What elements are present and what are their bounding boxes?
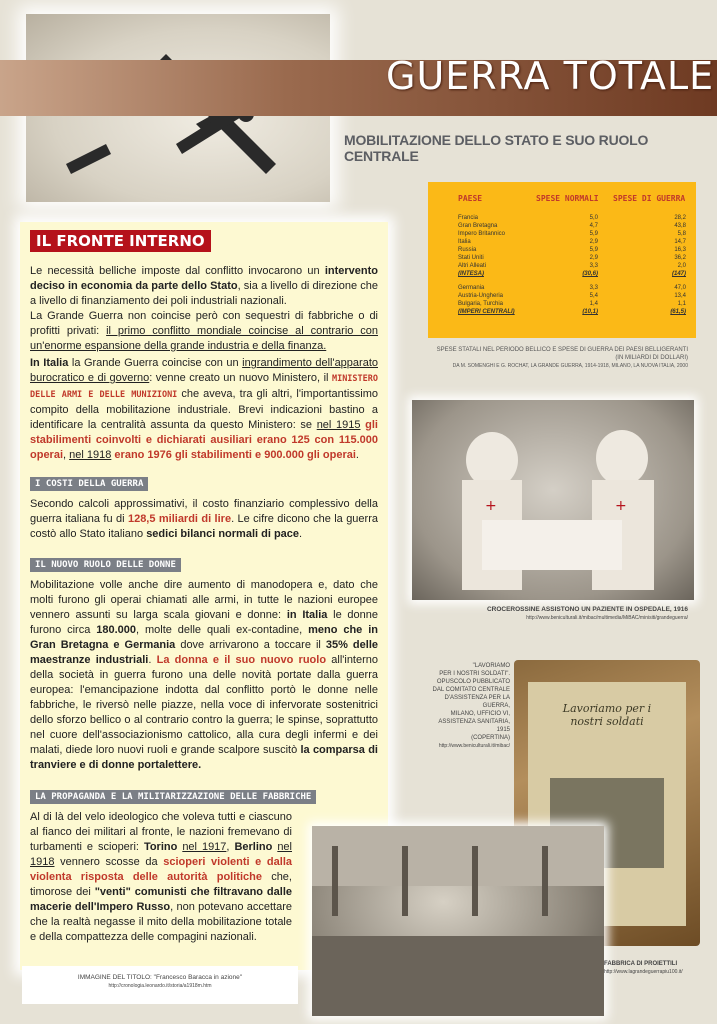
table-cell: (61,5) — [670, 309, 686, 315]
table-cell: 1,1 — [677, 301, 686, 307]
photo2-caption-line: MILANO, UFFICIO VI, — [450, 711, 510, 717]
title-image-credit — [22, 966, 298, 1004]
svg-text:+: + — [615, 498, 627, 514]
table-caption-line: SPESE STATALI NEL PERIODO BELLICO E SPESE DI GUERRA DEI PAESI BELLIGERANTI — [436, 347, 688, 353]
table-row — [458, 262, 690, 270]
table-cell: 4,7 — [589, 223, 598, 229]
table-cell: Impero Britannico — [458, 231, 506, 237]
table-cell: Austria-Ungheria — [458, 293, 504, 299]
photo2-caption-line: OPUSCOLO PUBBLICATO — [436, 679, 510, 685]
photo2-caption-line: D'ASSISTENZA PER LA GUERRA, — [444, 695, 510, 709]
photo3-caption — [604, 960, 704, 976]
table-row — [458, 254, 690, 262]
photo1-caption — [430, 606, 688, 622]
table-caption — [430, 346, 688, 370]
credit-title: IMMAGINE DEL TITOLO: "Francesco Baracca in azione" — [77, 974, 243, 981]
paragraph-costs: Secondo calcoli approssimativi, il costo finanziario complessivo della guerra italiana fu di 128,5 miliardi di lire. Le cifre dicono che la guerra costò allo Stato italiano sedici bilanci normali di pace. — [30, 498, 378, 540]
table-cell: 13,4 — [674, 293, 686, 299]
booklet-cover-title: Lavoriamo per i nostri soldati — [562, 702, 652, 728]
photo2-caption-line: PER I NOSTRI SOLDATI". — [439, 671, 510, 677]
table-cell: 43,8 — [674, 223, 686, 229]
table-cell: 5,9 — [589, 231, 598, 237]
table-row — [458, 284, 690, 292]
photo3-caption-url: http://www.lagrandeguerrapiu100.it/ — [604, 969, 683, 975]
table-cell: 16,3 — [674, 247, 686, 253]
table-cell: Bulgaria, Turchia — [458, 301, 504, 307]
section-heading-propaganda: LA PROPAGANDA E LA MILITARIZZAZIONE DELLE FABBRICHE — [30, 790, 316, 804]
section-heading-women: IL NUOVO RUOLO DELLE DONNE — [30, 558, 181, 572]
table-cell: 5,9 — [589, 247, 598, 253]
paragraph-women: Mobilitazione volle anche dire aumento di manodopera e, dato che molti furono gli operai chiamati alle armi, in tutte le nazioni europee vennero assunti su larga scala giovani e donne: in Italia le donne furono circa 180.000, molte delle quali ex-contadine, meno che in Gran Bretagna e Germania dove arrivarono a toccare il 35% delle maestranze industriali. La donna e il suo nuovo ruolo all'interno della società in guerra furono una delle novità portate dalla guerra europea: l'emancipazione indotta dal conflitto portò le donne nelle fabbriche, le riversò nelle piazze, nella voce di infervorate sostenitrici dello sforzo bellico o al contrario contro la guerra; le spinse, soprattutto nel cuore dell'associazionismo cattolico, alla cura degli infermi e dei malati, diede loro nuovi ruoli e grande scalpore suscitò la comparsa di tranviere e di donne portalettere. — [30, 579, 379, 771]
table-cell: 2,9 — [589, 255, 598, 261]
table-row — [458, 246, 690, 254]
svg-text:+: + — [485, 498, 497, 514]
page-title: GUERRA TOTALE — [386, 54, 715, 98]
photo3-caption-title: FABBRICA DI PROIETTILI — [604, 961, 678, 967]
table-cell: Gran Bretagna — [458, 223, 498, 229]
photo1-caption-title: CROCEROSSINE ASSISTONO UN PAZIENTE IN OSPEDALE, 1916 — [486, 606, 688, 613]
table-cell: 47,0 — [674, 285, 686, 291]
table-row — [458, 292, 690, 300]
nurses-illustration — [412, 400, 694, 600]
photo-nurses — [412, 400, 694, 600]
table-cell: Altri Alleati — [458, 263, 487, 269]
table-cell: 36,2 — [674, 255, 686, 261]
table-row — [458, 238, 690, 246]
col-header-war: SPESE DI GUERRA — [613, 194, 686, 203]
photo1-caption-url: http://www.beniculturali.it/mibac/multimedia/MiBAC/minisiti/grandeguerra/ — [526, 615, 688, 621]
table-caption-source: DA M. SOMENGHI E G. ROCHAT, LA GRANDE GUERRA, 1914-1918, MILANO, LA NUOVA ITALIA, 2000 — [452, 363, 688, 369]
table-row — [458, 270, 690, 278]
photo2-caption-url: http://www.beniculturali.it/mibac/ — [438, 743, 510, 749]
table-cell: 14,7 — [674, 239, 686, 245]
col-header-normal: SPESE NORMALI — [536, 194, 599, 203]
photo-factory — [312, 826, 604, 1016]
table-cell: (IMPERI CENTRALI) — [458, 309, 515, 315]
table-cell: 3,3 — [589, 263, 598, 269]
table-row — [458, 308, 690, 316]
table-row — [458, 230, 690, 238]
credit-url: http://cronologia.leonardo.it/storia/a1918m.htm — [108, 983, 212, 989]
table-cell: Germania — [458, 285, 485, 291]
page-subtitle: MOBILITAZIONE DELLO STATO E SUO RUOLO CENTRALE — [344, 132, 649, 164]
war-expenses-table — [428, 182, 696, 338]
table-row — [458, 214, 690, 222]
table-cell: (INTESA) — [458, 271, 484, 277]
col-header-country: PAESE — [458, 194, 483, 203]
table-cell: 3,3 — [589, 285, 598, 291]
table-cell: 5,0 — [589, 215, 598, 221]
section-heading-costs: I COSTI DELLA GUERRA — [30, 477, 148, 491]
table-cell: Stati Uniti — [458, 255, 484, 261]
table-cell: (30,6) — [582, 271, 598, 277]
table-cell: 5,4 — [589, 293, 598, 299]
photo2-caption-line: "LAVORIAMO — [472, 663, 510, 669]
table-cell: 5,8 — [677, 231, 686, 237]
paragraph-intro: Le necessità belliche imposte dal conflitto invocarono un intervento deciso in economia da parte dello Stato, sia a livello di direzione che a livello di finanziamento dei poli industriali nazionali. La Grande Guerra non coincise però con sequestri di fabbriche o di profitti privati: il primo conflitto mondiale coincise al contrario con un'enorme espansione della grande industria e della finanza. — [30, 265, 379, 352]
photo2-caption-line: (COPERTINA) — [471, 735, 510, 741]
paragraph-propaganda: Al di là del velo ideologico che voleva tutti e ciascuno al fianco dei militari al fronte, le nazioni fremevano di turbamenti e scioperi: Torino nel 1917, Berlino nel 1918 vennero scosse da scioperi violenti e dalla violenta risposta delle autorità politiche che, timorose dei "venti" comunisti che filtravano dalle macerie dell'Impero Russo, non potevano accettare che la realtà negasse il mito della mobilitazione totale e della compattezza delle compagini nazionali. — [30, 811, 293, 943]
paragraph-italy: In Italia la Grande Guerra coincise con un ingrandimento dell'apparato burocratico e di governo: venne creato un nuovo Ministero, il MINISTERO DELLE ARMI E DELLE MUNIZIONI che aveva, tra gli altri, l'importantissimo compito della mobilitazione industriale. Brevi indicazioni bastino a identificare la centralità assunta da questo Ministero: se nel 1915 gli stabilimenti coinvolti e dichiarati ausiliari erano 125 con 115.000 operai, nel 1918 erano 1976 gli stabilimenti e 900.000 gli operai. — [30, 357, 379, 461]
table-row — [458, 300, 690, 308]
table-cell: Russia — [458, 247, 477, 253]
table-cell: Italia — [458, 239, 471, 245]
table-cell: (10,1) — [582, 309, 598, 315]
section-heading-home-front: IL FRONTE INTERNO — [30, 230, 211, 252]
table-cell: (147) — [671, 271, 686, 277]
table-cell: Francia — [458, 215, 479, 221]
photo2-caption — [430, 662, 510, 750]
table-cell: 1,4 — [589, 301, 598, 307]
photo2-caption-line: DAL COMITATO CENTRALE — [432, 687, 510, 693]
factory-illustration — [312, 826, 604, 1016]
photo2-caption-line: ASSISTENZA SANITARIA, 1915 — [438, 719, 510, 733]
table-row — [458, 222, 690, 230]
table-cell: 2,0 — [677, 263, 686, 269]
table-cell: 28,2 — [674, 215, 686, 221]
table-caption-line: (IN MILIARDI DI DOLLARI) — [615, 355, 688, 361]
table-cell: 2,9 — [589, 239, 598, 245]
